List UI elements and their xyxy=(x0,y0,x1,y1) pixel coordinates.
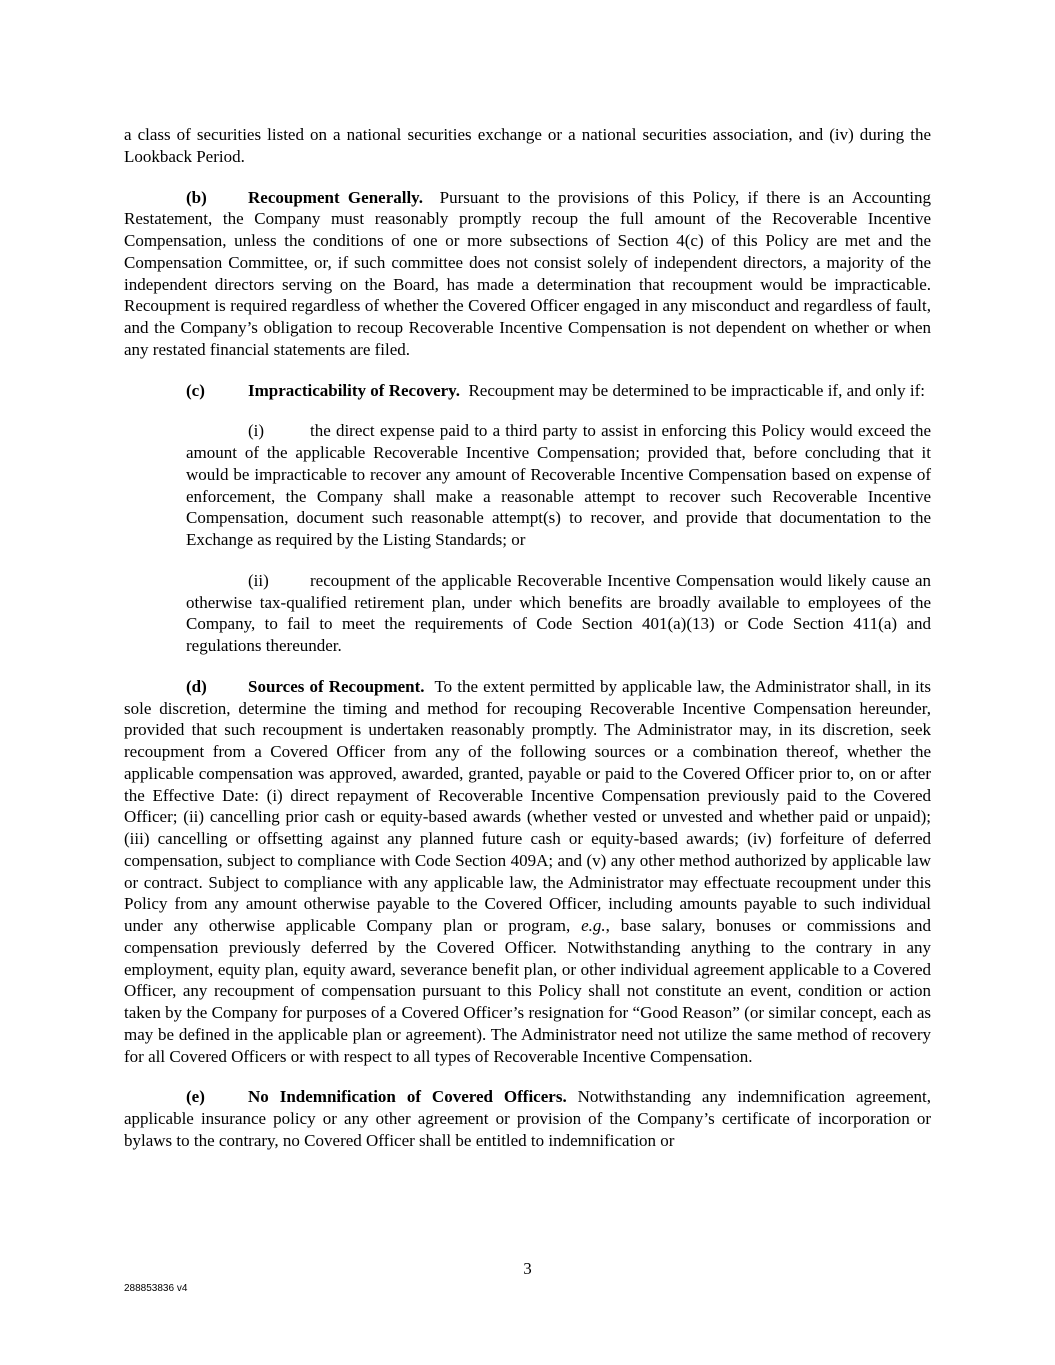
section-b-text: Pursuant to the provisions of this Policy, if there is an Accounting Restatement, the Company must reasonably promptly recoup the full amount of the Recoverable Incentive Compensation, unless the conditions of one or more subsections of Section 4(c) of this Policy are met and the Compensation Committee, or, if such committee does not consist solely of independent directors, a majority of the independent directors serving on the Board, has made a determination that recoupment would be impracticable. Recoupment is required regardless of whether the Covered Officer engaged in any misconduct and regardless of fault, and the Company’s obligation to recoup Recoverable Incentive Compensation is not dependent on whether or when any restated financial statements are filed. xyxy=(124,187,932,359)
section-c-item-ii-text: recoupment of the applicable Recoverable Incentive Compensation would likely cause an otherwise tax-qualified retirement plan, under which benefits are broadly available to employees of the Company, to fail to meet the requirements of Code Section 401(a)(13) or Code Section 411(a) and regulations thereunder. xyxy=(186,570,931,655)
document-id: 288853836 v4 xyxy=(124,1283,188,1294)
section-e-text: Notwithstanding any indemnification agreement, applicable insurance policy or any other agreement or provision of the Company’s certificate of incorporation or bylaws to the contrary, no Covered Officer shall be entitled to indemnification or xyxy=(124,1087,931,1150)
section-b-label: (b) xyxy=(186,187,207,207)
section-c-paragraph xyxy=(124,380,931,402)
document-page xyxy=(124,124,931,1171)
intro-paragraph: a class of securities listed on a national securities exchange or a national securities association, and (iv) during the Lookback Period. xyxy=(124,125,931,166)
section-e-label: (e) xyxy=(186,1087,205,1107)
section-d-heading: Sources of Recoupment. xyxy=(248,676,425,696)
section-c-text: Recoupment may be determined to be impracticable if, and only if: xyxy=(468,380,925,400)
section-d-text-italic: e.g. xyxy=(581,916,606,935)
section-d-label: (d) xyxy=(186,676,207,696)
section-b-paragraph xyxy=(124,187,931,361)
section-c-item-i-label: (i) xyxy=(248,421,265,441)
section-d-text-part2: , base salary, bonuses or commissions and compensation previously deferred by the Covered Officer. Notwithstanding anything to the contrary in any employment, equity plan, equity award, severance benefit plan, or other individual agreement applicable to a Covered Officer, any recoupment of compensation pursuant to this Policy shall not constitute an event, condition or action taken by the Company for purposes of a Covered Officer’s resignation for “Good Reason” (or similar concept, each as may be defined in the applicable plan or agreement). The Administrator need not utilize the same method of recovery for all Covered Officers or with respect to all types of Recoverable Incentive Compensation. xyxy=(124,916,932,1066)
section-e-paragraph xyxy=(124,1086,931,1151)
section-c-item-i-text: the direct expense paid to a third party to assist in enforcing this Policy would exceed the amount of the applicable Recoverable Incentive Compensation; provided that, before concluding that it would be impracticable to recover any amount of Recoverable Incentive Compensation based on expense of enforcement, the Company shall make a reasonable attempt to recover such Recoverable Incentive Compensation, document such reasonable attempt(s) to recover, and provide that documentation to the Exchange as required by the Listing Standards; or xyxy=(186,421,931,549)
page-number: 3 xyxy=(523,1259,532,1278)
section-c-heading: Impracticability of Recovery. xyxy=(248,380,460,400)
section-b-heading: Recoupment Generally. xyxy=(248,187,423,207)
section-c-item-ii xyxy=(186,570,931,657)
section-c-label: (c) xyxy=(186,380,205,400)
section-e-heading: No Indemnification of Covered Officers. xyxy=(248,1087,567,1107)
section-c-item-i xyxy=(186,420,931,551)
section-c-item-ii-label: (ii) xyxy=(248,570,269,590)
section-d-text-part1: To the extent permitted by applicable law, the Administrator shall, in its sole discretion, determine the timing and method for recouping Recoverable Incentive Compensation hereunder, provided that such recoupment is undertaken reasonably promptly. The Administrator may, in its discretion, seek recoupment from a Covered Officer from any of the following sources or a combination thereof, whether the applicable compensation was approved, awarded, granted, payable or paid to the Covered Officer prior to, on or after the Effective Date: (i) direct repayment of Recoverable Incentive Compensation previously paid to the Covered Officer; (ii) cancelling prior cash or equity-based awards (whether vested or unvested and whether paid or unpaid); (iii) cancelling or offsetting against any planned future cash or equity-based awards; (iv) forfeiture of deferred compensation, subject to compliance with Code Section 409A; and (v) any other method authorized by applicable law or contract. Subject to compliance with any applicable law, the Administrator may effectuate recoupment under this Policy from any amount otherwise payable to the Covered Officer, including amounts payable to such individual under any otherwise applicable Company plan or program, xyxy=(124,676,932,935)
section-d-paragraph xyxy=(124,676,931,1068)
